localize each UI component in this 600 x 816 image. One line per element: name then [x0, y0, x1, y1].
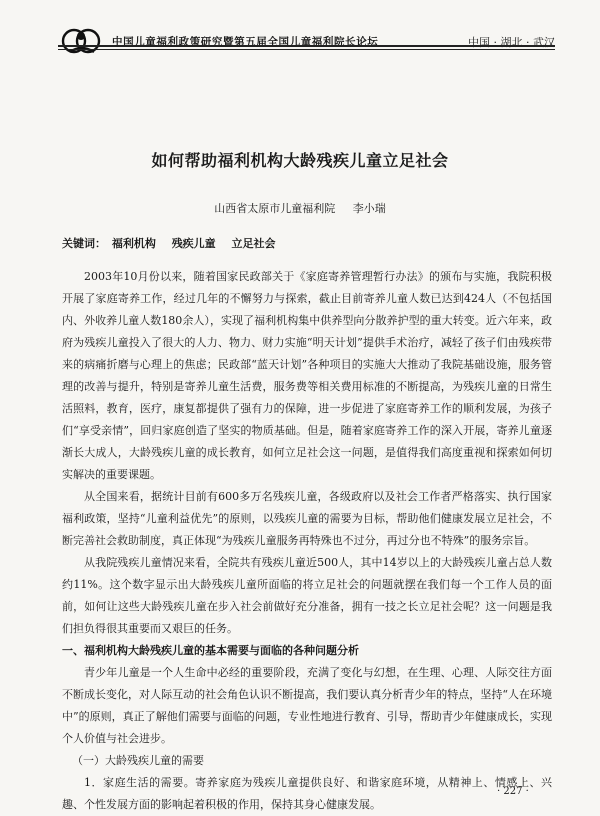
- article-body: [62, 266, 552, 816]
- conference-logo-icon: [60, 24, 108, 58]
- header-rule: [58, 45, 555, 47]
- author-line: [0, 200, 600, 216]
- header-title: 中国儿童福利政策研究暨第五届全国儿童福利院长论坛: [112, 36, 379, 48]
- page-number: · 227 ·: [497, 786, 529, 797]
- keyword: 残疾儿童: [171, 237, 216, 250]
- keywords-label: 关键词：: [62, 237, 106, 250]
- paragraph: 青少年儿童是一个人生命中必经的重要阶段，充满了变化与幻想，在生理、心理、人际交往方面不断成长变化，对人际互动的社会角色认识不断提高，我们要认真分析青少年的特点，坚持“人在环境中”的原则，真正了解他们需要与面临的问题，专业性地进行教育、引导，帮助青少年健康成长，实现个人价值与社会进步。: [62, 666, 552, 745]
- paragraph: 1．家庭生活的需要。寄养家庭为残疾儿童提供良好、和谐家庭环境，从精神上、情感上、兴趣、个性发展方面的影响起着积极的作用，保持其身心健康发展。: [62, 776, 552, 811]
- header-place: 中国 · 湖北 · 武汉: [468, 36, 555, 49]
- paragraph: 从我院残疾儿童情况来看，全院共有残疾儿童近500人，其中14岁以上的大龄残疾儿童占总人数约11%。这个数字显示出大龄残疾儿童所面临的将立足社会的问题就摆在我们每一个工作人员的面前，如何让这些大龄残疾儿童在步入社会前做好充分准备，拥有一技之长立足社会呢？这一问题是我们担负得很其重要而又艰巨的任务。: [62, 556, 552, 635]
- author-affiliation: 山西省太原市儿童福利院: [214, 202, 336, 215]
- page-header: [50, 22, 555, 58]
- header-rule-thin: [58, 49, 555, 50]
- keywords-line: [62, 235, 288, 251]
- keyword: 立足社会: [231, 237, 276, 250]
- paragraph: 从全国来看，据统计目前有600多万名残疾儿童，各级政府以及社会工作者严格落实、执行国家福利政策，坚持“儿童利益优先”的原则，以残疾儿童的需要为目标，帮助他们健康发展立足社会，不断完善社会救助制度，真正体现“为残疾儿童服务再特殊也不过分，再过分也不特殊”的服务宗旨。: [62, 490, 552, 547]
- article-title: 如何帮助福利机构大龄残疾儿童立足社会: [151, 151, 449, 170]
- section-heading: 一、福利机构大龄残疾儿童的基本需要与面临的各种问题分析: [62, 644, 359, 657]
- paragraph: 2003年10月份以来，随着国家民政部关于《家庭寄养管理暂行办法》的颁布与实施，我院积极开展了家庭寄养工作，经过几年的不懈努力与探索，截止目前寄养儿童人数已达到424人（不包括国内、外收养儿童人数180余人），实现了福利机构集中供养型向分散养护型的重大转变。近六年来，政府为残疾儿童投入了很大的人力、物力、财力实施“明天计划”提供手术治疗，减轻了孩子们由残疾带来的病痛折磨与心理上的焦虑；民政部“蓝天计划”各种项目的实施大大推动了我院基础设施，服务管理的改善与提升，特别是寄养儿童生活费，服务费等相关费用标准的不断提高，为残疾儿童的日常生活照料，教育，医疗，康复都提供了强有力的保障，进一步促进了家庭寄养工作的顺利发展，为孩子们“享受亲情”，回归家庭创造了坚实的物质基础。但是，随着家庭寄养工作的深入开展，寄养儿童逐渐长大成人，大龄残疾儿童的成长教育，如何立足社会这一问题，是值得我们高度重视和探索如何切实解决的重要课题。: [62, 270, 552, 481]
- author-name: 李小瑞: [352, 202, 386, 215]
- keyword: 福利机构: [111, 237, 156, 250]
- subsection-heading: （一）大龄残疾儿童的需要: [72, 754, 204, 767]
